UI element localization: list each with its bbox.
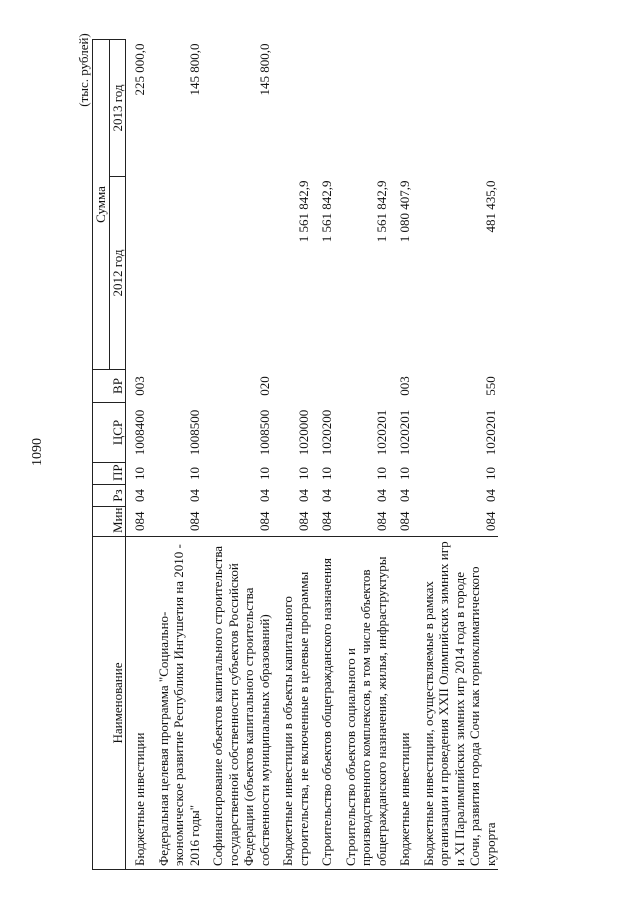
- cell-2012: 1 080 407,9: [397, 180, 412, 243]
- cell-vr: [311, 370, 335, 403]
- units-note: (тыс. рублей): [76, 33, 91, 107]
- cell-csr: 1020000: [295, 409, 311, 456]
- header-name: Наименование: [93, 537, 126, 870]
- cell-name: Бюджетные инвестиции, осуществляемые в рамках организации и проведения XXII Олимпийских зимних игр и XI Паралимпийских зимних игр 2014 года в городе Сочи, развития города Сочи как горноклиматического курорта: [413, 537, 499, 870]
- cell-csr: 1020200: [319, 409, 334, 456]
- cell-vr: [148, 370, 203, 403]
- cell-pr: 10: [373, 467, 389, 480]
- cell-pr: 10: [186, 467, 202, 480]
- header-2013: 2013 год: [109, 40, 126, 177]
- cell-2013: [389, 40, 413, 177]
- cell-2012: [148, 177, 203, 370]
- cell-name: Бюджетные инвестиции: [389, 537, 413, 870]
- cell-pr: 10: [397, 467, 412, 480]
- cell-pr: 10: [319, 467, 334, 480]
- cell-2013: [335, 40, 390, 177]
- cell-min: 084: [186, 511, 202, 531]
- cell-2013: 145 800,0: [256, 43, 272, 96]
- cell-pr: 10: [295, 467, 311, 480]
- cell-2013: 145 800,0: [186, 43, 202, 96]
- header-pr: ПР: [93, 463, 126, 485]
- table-header: [93, 40, 126, 870]
- table-row: [272, 40, 311, 870]
- cell-rz: 04: [256, 489, 272, 502]
- table-row: [202, 40, 272, 870]
- cell-name: Строительство объектов общегражданского назначения: [311, 537, 335, 870]
- cell-2012: 1 561 842,9: [319, 180, 334, 243]
- cell-min: 084: [397, 511, 412, 531]
- cell-rz: 04: [482, 489, 498, 502]
- budget-table: [92, 39, 498, 870]
- cell-pr: 10: [482, 467, 498, 480]
- cell-name: Строительство объектов социального и производственного комплексов, в том числе объектов общегражданского назначения, жилья, инфраструктуры: [335, 537, 390, 870]
- cell-pr: 10: [256, 467, 272, 480]
- cell-vr: 003: [397, 376, 412, 396]
- cell-2013: [272, 40, 311, 177]
- cell-rz: 04: [373, 489, 389, 502]
- cell-2012: [202, 177, 272, 370]
- table-body: [126, 40, 499, 870]
- cell-vr: 020: [256, 376, 272, 396]
- cell-name: Бюджетные инвестиции в объекты капитального строительства, не включенные в целевые программы: [272, 537, 311, 870]
- header-sum: Сумма: [93, 40, 110, 370]
- header-csr: ЦСР: [93, 403, 126, 463]
- cell-min: 084: [295, 511, 311, 531]
- cell-rz: 04: [319, 489, 334, 502]
- cell-min: 084: [132, 511, 147, 531]
- header-2012: 2012 год: [109, 177, 126, 370]
- cell-min: 084: [256, 511, 272, 531]
- cell-2013: [413, 40, 499, 177]
- cell-name: Бюджетные инвестиции: [126, 537, 148, 870]
- cell-vr: 550: [482, 376, 498, 396]
- rotated-table-container: [92, 40, 602, 870]
- cell-csr: 1008400: [132, 409, 147, 456]
- cell-rz: 04: [295, 489, 311, 502]
- cell-rz: 04: [397, 489, 412, 502]
- header-vr: ВР: [93, 370, 126, 403]
- header-min: Мин: [93, 507, 126, 537]
- table-row: [148, 40, 203, 870]
- table-row: [126, 40, 148, 870]
- cell-min: 084: [482, 511, 498, 531]
- cell-2013: 225 000,0: [132, 43, 147, 96]
- cell-2012: 1 561 842,9: [295, 180, 311, 243]
- cell-min: 084: [319, 511, 334, 531]
- cell-csr: 1020201: [397, 409, 412, 456]
- cell-2012: 1 561 842,9: [373, 180, 389, 243]
- cell-2013: [311, 40, 335, 177]
- cell-vr: [272, 370, 311, 403]
- cell-pr: 10: [132, 467, 147, 480]
- table-row: [389, 40, 413, 870]
- cell-min: 084: [373, 511, 389, 531]
- cell-vr: 003: [132, 376, 147, 396]
- cell-2012: [126, 177, 148, 370]
- cell-name: Софинансирование объектов капитального строительства государственной собственности субъектов Российской Федерации (объектов капитального строительства собственности муниципальных образований): [202, 537, 272, 870]
- cell-vr: [335, 370, 390, 403]
- cell-name: Федеральная целевая программа "Социально-экономическое развитие Республики Ингушетия на 2010 - 2016 годы": [148, 537, 203, 870]
- cell-csr: 1008500: [186, 409, 202, 456]
- header-rz: Рз: [93, 485, 126, 507]
- cell-csr: 1008500: [256, 409, 272, 456]
- cell-csr: 1020201: [373, 409, 389, 456]
- page-number: 1090: [30, 438, 45, 466]
- table-row: [311, 40, 335, 870]
- cell-csr: 1020201: [482, 409, 498, 456]
- cell-rz: 04: [132, 489, 147, 502]
- cell-2012: 481 435,0: [482, 180, 498, 233]
- table-row: [413, 40, 499, 870]
- cell-rz: 04: [186, 489, 202, 502]
- table-row: [335, 40, 390, 870]
